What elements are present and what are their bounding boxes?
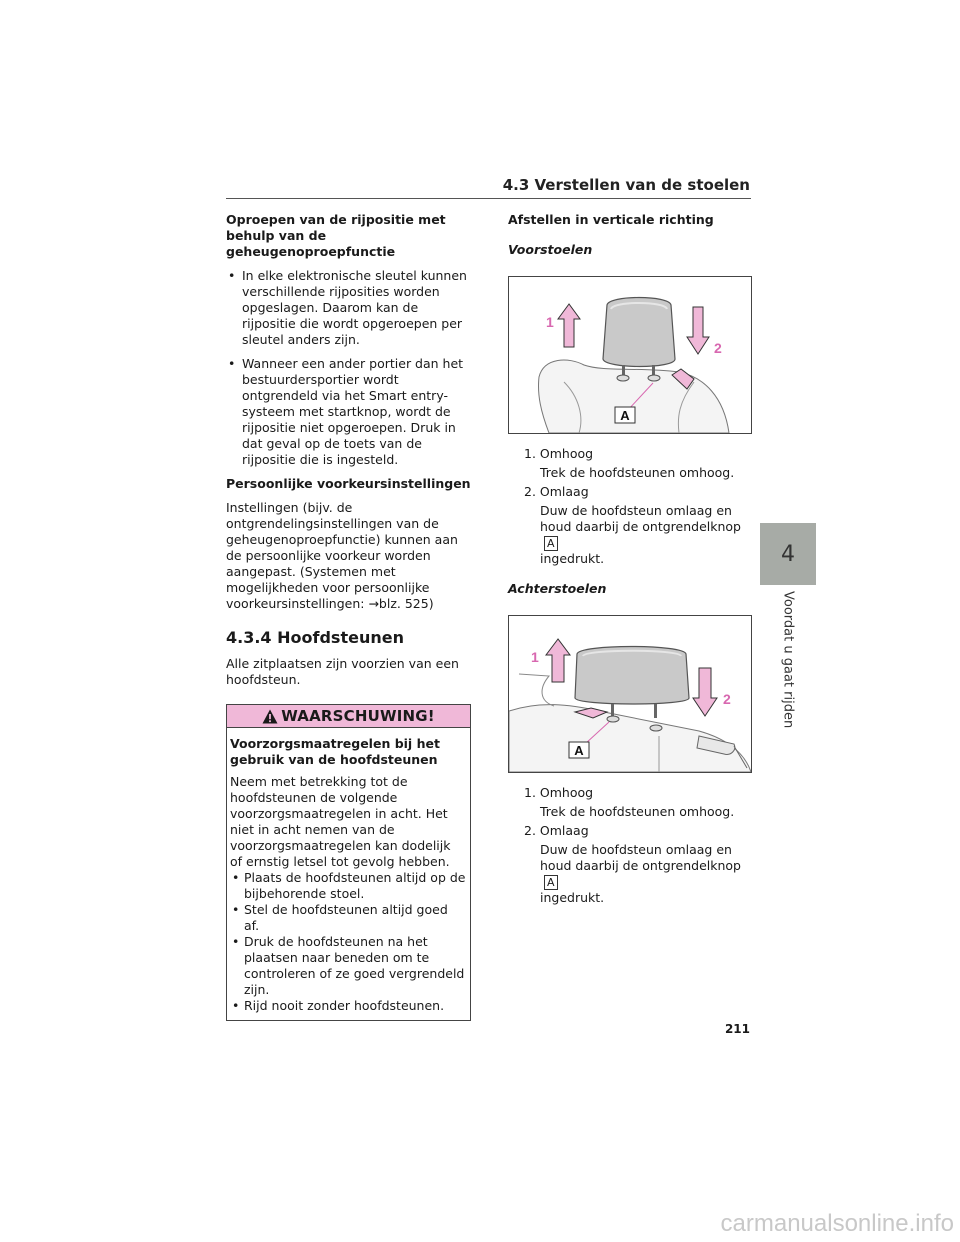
list-item: • Stel de hoofdsteunen altijd goed af. [230, 902, 466, 934]
section-title-headrests: 4.3.4 Hoofdsteunen [226, 628, 404, 647]
up-label: 1 [531, 649, 539, 665]
front-seats-title: Voorstoelen [508, 242, 593, 257]
step-text-end: ingedrukt. [540, 890, 605, 905]
list-item: • Plaats de hoofdsteunen altijd op de bijbehorende stoel. [230, 870, 466, 902]
front-step-up [524, 446, 752, 481]
step-text-end: ingedrukt. [540, 551, 605, 566]
rear-step-down [524, 823, 752, 906]
watermark: carmanualsonline.info [720, 1210, 954, 1237]
button-label-A: A [620, 408, 630, 423]
list-item: • Rijd nooit zonder hoofdsteunen. [230, 998, 466, 1014]
list-item: • In elke elektronische sleutel kunnen verschillende rijposities worden opgeslagen. Daarom kan de rijpositie die wordt opgeroepen per sleutel anders zijn. [226, 268, 471, 348]
warning-title: WAARSCHUWING! [281, 707, 435, 725]
personal-settings-text: Instellingen (bijv. de ontgrendelingsinstellingen van de geheugenoproepfunctie) kunnen aan de persoonlijke voorkeur worden aangepast. (Systemen met mogelijkheden voor persoonlijke voorkeursinstellingen: →blz. 525) [226, 500, 458, 611]
step-text [540, 503, 752, 567]
up-label: 1 [546, 314, 554, 330]
step-text-main: Duw de hoofdsteun omlaag en houd daarbij de ontgrendelknop [540, 503, 741, 534]
front-headrest-illustration [509, 277, 751, 433]
step-title: 1. Omhoog [524, 785, 594, 800]
step-text: Trek de hoofdsteunen omhoog. [540, 465, 735, 480]
warning-subhead: Voorzorgsmaatregelen bij het gebruik van de hoofdsteunen [230, 736, 440, 767]
warning-triangle-icon [262, 709, 278, 724]
subhead-memory-recall: Oproepen van de rijpositie met behulp van de geheugenoproepfunctie [226, 212, 446, 259]
warning-text: Neem met betrekking tot de hoofdsteunen de volgende voorzorgsmaatregelen in acht. Het niet in acht nemen van de voorzorgsmaatregelen kan dodelijk of ernstig letsel tot gevolg hebben. [230, 774, 451, 869]
step-title: 2. Omlaag [524, 823, 589, 838]
section-header: 4.3 Verstellen van de stoelen [502, 176, 750, 194]
step-text: Trek de hoofdsteunen omhoog. [540, 804, 735, 819]
callout-A: A [544, 536, 558, 551]
chapter-tab-text: Voordat u gaat rijden [780, 591, 796, 729]
step-title: 1. Omhoog [524, 446, 594, 461]
headrests-intro: Alle zitplaatsen zijn voorzien van een hoofdsteun. [226, 656, 459, 687]
warning-header [227, 705, 470, 728]
rear-headrest-figure [508, 615, 752, 773]
rear-seats-title: Achterstoelen [508, 581, 607, 596]
chapter-tab-number: 4 [760, 523, 816, 585]
page-number: 211 [724, 1022, 750, 1036]
rear-step-up [524, 785, 752, 820]
left-column [226, 212, 471, 1021]
step-title: 2. Omlaag [524, 484, 589, 499]
list-item: • Wanneer een ander portier dan het bestuurdersportier wordt ontgrendeld via het Smart entry-systeem met startknop, wordt de rijpositie niet opgeroepen. Druk in dat geval op de toets van de rijpositie die is ingesteld. [226, 356, 471, 468]
header-divider [226, 198, 751, 199]
down-label: 2 [714, 340, 722, 356]
warning-body [227, 728, 470, 1020]
chapter-tab-label [760, 585, 816, 735]
right-column [508, 212, 752, 906]
front-headrest-figure [508, 276, 752, 434]
list-item: • Druk de hoofdsteunen na het plaatsen naar beneden om te controleren of ze goed vergrendeld zijn. [230, 934, 466, 998]
rear-headrest-illustration [509, 616, 751, 772]
warning-box [226, 704, 471, 1021]
button-label-A: A [574, 743, 584, 758]
front-step-down [524, 484, 752, 567]
down-label: 2 [723, 691, 731, 707]
step-text-main: Duw de hoofdsteun omlaag en houd daarbij de ontgrendelknop [540, 842, 741, 873]
subhead-personal-settings: Persoonlijke voorkeursinstellingen [226, 476, 471, 491]
callout-A: A [544, 875, 558, 890]
step-text [540, 842, 752, 906]
subhead-vertical-adjust: Afstellen in verticale richting [508, 212, 714, 227]
